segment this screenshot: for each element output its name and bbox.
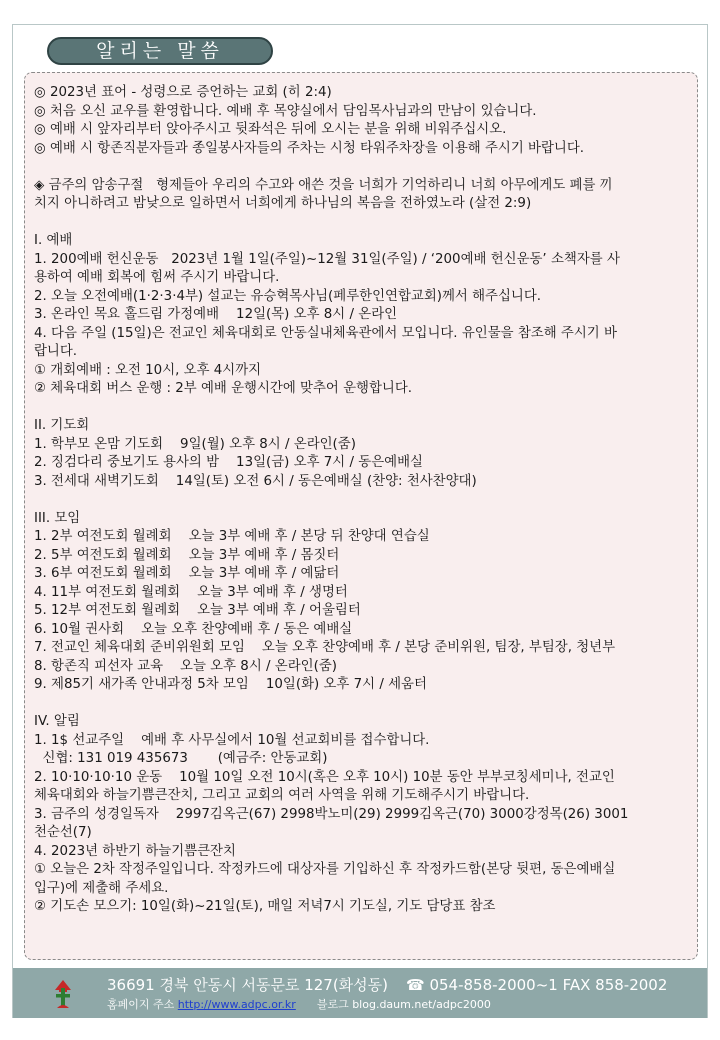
announcement-line: ② 체육대회 버스 운행 : 2부 예배 운행시간에 맞추어 운행합니다. [34, 381, 413, 396]
announcement-line: IV. 알림 [34, 714, 80, 729]
announcement-line: 랍니다. [34, 344, 78, 359]
announcement-line: ◎ 처음 오신 교우를 환영합니다. 예배 후 목양실에서 담임목사님과의 만남이 있습니다. [34, 103, 537, 119]
announcement-box [24, 72, 698, 960]
announcement-line: 2. 오늘 오전예배(1·2·3·4부) 설교는 유승혁목사님(페루한인연합교회)께서 해주십니다. [34, 288, 542, 304]
announcement-line: 4. 2023년 하반기 하늘기쁨큰잔치 [34, 843, 236, 859]
homepage-label: 홈페이지 주소 [107, 998, 175, 1011]
announcement-line: 4. 11부 여전도회 월례회 오늘 3부 예배 후 / 생명터 [34, 584, 348, 600]
homepage-link[interactable]: http://www.adpc.or.kr [177, 998, 296, 1011]
announcement-line: ① 오늘은 2차 작정주일입니다. 작정카드에 대상자를 기입하신 후 작정카드함(본당 뒷편, 동은예배실 [34, 862, 616, 877]
footer [13, 968, 707, 1018]
announcement-line: II. 기도회 [34, 418, 90, 433]
announcement-line: 6. 10월 권사회 오늘 오후 찬양예배 후 / 동은 예배실 [34, 621, 353, 637]
announcement-line [34, 695, 689, 714]
announcement-line: 3. 온라인 목요 홀드림 가정예배 12일(목) 오후 8시 / 온라인 [34, 307, 398, 322]
announcement-line: 2. 징검다리 중보기도 용사의 밤 13일(금) 오후 7시 / 동은예배실 [34, 455, 423, 470]
announcement-line: 1. 학부모 온맘 기도회 9일(월) 오후 8시 / 온라인(줌) [34, 436, 356, 452]
announcement-line: ② 기도손 모으기: 10일(화)~21일(토), 매일 저녁7시 기도실, 기도 담당표 참조 [34, 899, 496, 914]
announcement-line: ◎ 2023년 표어 - 성령으로 증언하는 교회 (히 2:4) [34, 85, 332, 100]
announcement-line: 치지 아니하려고 밤낮으로 일하면서 너희에게 하나님의 복음을 전하였노라 (살전 2:9) [34, 196, 532, 211]
announcement-line [34, 158, 689, 177]
announcement-line: 입구)에 제출해 주세요. [34, 880, 169, 896]
announcement-line: 천순선(7) [34, 825, 92, 840]
announcement-line: ① 개회예배 : 오전 10시, 오후 4시까지 [34, 362, 262, 378]
announcement-line: 5. 12부 여전도회 월례회 오늘 3부 예배 후 / 어울림터 [34, 603, 361, 618]
church-address: 36691 경북 안동시 서동문로 127(화성동) [107, 976, 389, 994]
announcement-line: ◈ 금주의 암송구절 형제들아 우리의 수고와 애쓴 것을 너희가 기억하리니 너희 아무에게도 폐를 끼 [34, 177, 613, 193]
announcement-line: 용하여 예배 회복에 힘써 주시기 바랍니다. [34, 270, 280, 285]
announcement-line: III. 모임 [34, 510, 81, 526]
announcement-line: 신협: 131 019 435673 (예금주: 안동교회) [34, 751, 328, 766]
blog-url[interactable]: blog.daum.net/adpc2000 [352, 998, 491, 1011]
announcement-line [34, 214, 689, 233]
blog-label: 블로그 [316, 998, 349, 1011]
announcement-line: 2. 10·10·10·10 운동 10월 10일 오전 10시(혹은 오후 10시) 10분 동안 부부코칭세미나, 전교인 [34, 769, 615, 785]
announcement-line: 9. 제85기 새가족 안내과정 5차 모임 10일(화) 오후 7시 / 세움터 [34, 677, 427, 692]
announcement-line: ◎ 예배 시 앞자리부터 앉아주시고 뒷좌석은 뒤에 오시는 분을 위해 비워주십시오. [34, 122, 507, 137]
announcement-line: 1. 200예배 헌신운동 2023년 1월 1일(주일)~12월 31일(주일) / ‘200예배 헌신운동’ 소책자를 사 [34, 251, 620, 267]
announcement-line: I. 예배 [34, 233, 73, 248]
announcement-line [34, 399, 689, 418]
announcement-line: 8. 항존직 피선자 교육 오늘 오후 8시 / 온라인(줌) [34, 658, 337, 674]
announcement-line: 3. 6부 여전도회 월례회 오늘 3부 예배 후 / 예닮터 [34, 566, 340, 581]
announcement-line: 2. 5부 여전도회 월례회 오늘 3부 예배 후 / 몸짓터 [34, 547, 340, 563]
announcement-line [34, 491, 689, 510]
page-title: 알리는 말씀 [47, 37, 273, 65]
announcement-line: ◎ 예배 시 항존직분자들과 종일봉사자들의 주차는 시청 타워주차장을 이용해 주시기 바랍니다. [34, 140, 585, 156]
announcement-line: 체육대회와 하늘기쁨큰잔치, 그리고 교회의 여러 사역을 위해 기도해주시기 바랍니다. [34, 788, 530, 803]
announcement-line: 1. 2부 여전도회 월례회 오늘 3부 예배 후 / 본당 뒤 찬양대 연습실 [34, 529, 430, 544]
announcement-line: 4. 다음 주일 (15일)은 전교인 체육대회로 안동실내체육관에서 모입니다. 유인물을 참조해 주시기 바 [34, 325, 617, 341]
announcement-line: 1. 1$ 선교주일 예배 후 사무실에서 10월 선교회비를 접수합니다. [34, 732, 430, 748]
footer-address-line [107, 974, 667, 996]
announcement-line: 3. 전세대 새벽기도회 14일(토) 오전 6시 / 동은예배실 (찬양: 천사찬양대) [34, 473, 477, 489]
phone-fax: 054-858-2000~1 FAX 858-2002 [429, 976, 668, 994]
footer-web-line [107, 998, 491, 1012]
church-logo-icon [51, 978, 75, 1010]
announcement-line: 7. 전교인 체육대회 준비위원회 모임 오늘 오후 찬양예배 후 / 본당 준비위원, 팀장, 부팀장, 청년부 [34, 640, 616, 655]
telephone-icon: ☎ [406, 976, 430, 994]
announcement-line: 3. 금주의 성경일독자 2997김옥근(67) 2998박노미(29) 2999김옥근(70) 3000강정목(26) 3001 [34, 806, 629, 822]
